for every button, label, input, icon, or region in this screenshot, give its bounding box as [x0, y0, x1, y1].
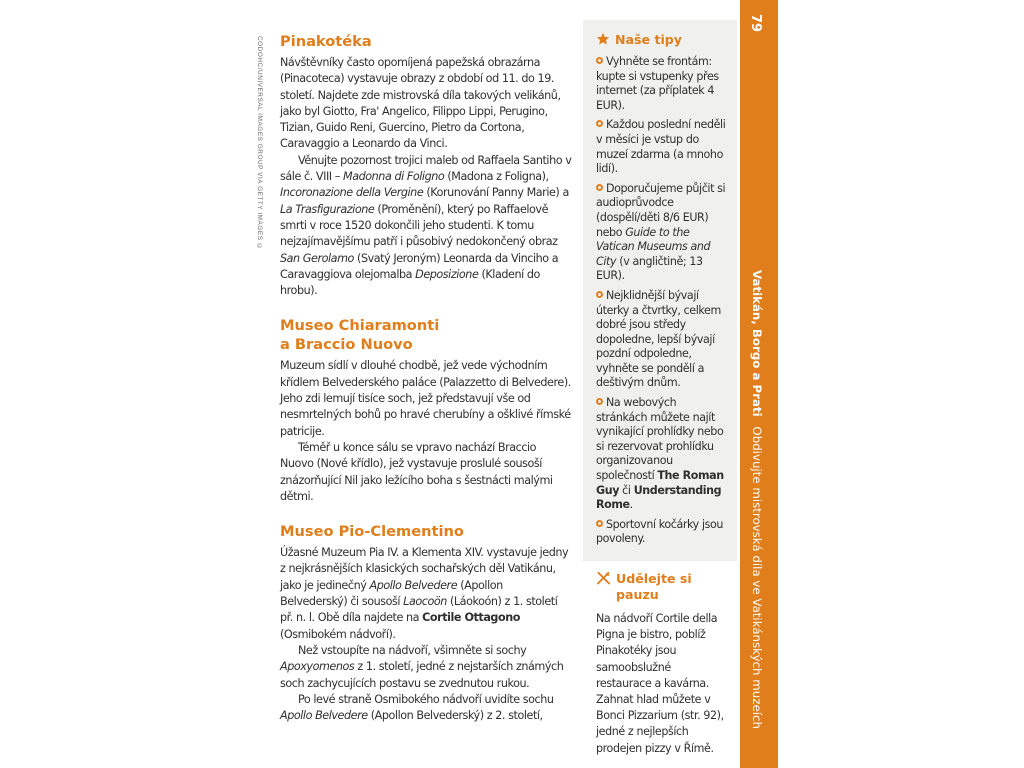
bullet-icon [596, 57, 603, 64]
break-box [583, 561, 737, 763]
section-chiaramonti [280, 316, 572, 505]
page-number: 79 [748, 14, 763, 33]
break-heading: Udělejte si pauzu [596, 571, 727, 603]
photo-credit: CODOHC/UNIVERSAL IMAGES GROUP VIA GETTY IMAGES © [256, 36, 263, 251]
chapter-title: Vatikán, Borgo a Prati Obdivujte mistrovská díla ve Vatikánských muzeích [750, 270, 764, 729]
paragraph: Po levé straně Osmibokého nádvoří uvidíte sochu Apollo Belvedere (Apollon Belvederský) z 2. století, [280, 692, 554, 723]
bullet-icon [596, 291, 603, 298]
main-column [280, 32, 572, 741]
bullet-icon [596, 120, 603, 127]
tip-item: Každou poslední neděli v měsíci je vstup do muzeí zdarma (a mnoho lidí). [596, 118, 726, 176]
paragraph: Než vstoupíte na nádvoří, všimněte si sochy Apoxyomenos z 1. století, jedné z nejstarších známých soch zachycujících postavu se zvednutou rukou. [280, 643, 564, 690]
tips-sidebar [583, 20, 737, 755]
bullet-icon [596, 520, 603, 527]
tip-item: Na webových stránkách můžete najít vynikající prohlídky nebo si rezervovat prohlídku organizovanou společností The Roman Guy či Understanding Rome. [596, 396, 724, 512]
star-icon [596, 32, 610, 50]
tip-item: Sportovní kočárky jsou povoleny. [596, 517, 724, 546]
paragraph: Téměř u konce sálu se vpravo nachází Braccio Nuovo (Nové křídlo), jež vystavuje proslulé sousoší znázorňující Nil jako ležícího boha s šestnácti malými dětmi. [280, 440, 553, 503]
section-title: Museo Pio-Clementino [280, 523, 464, 541]
paragraph: Úžasné Muzeum Pia IV. a Klementa XIV. vystavuje jedny z nejkrásnějších klasických sochařských děl Vatikánu, jako je jedinečný Apollo Belvedere (Apollon Belvederský) či sousoší Laocoön (Láokoón) z 1. století př. n. l. Obě díla najdete na Cortile Ottagono (Osmibokém nádvoří). [280, 546, 569, 641]
tip-item: Nejklidnější bývají úterky a čtvrtky, celkem dobré jsou středy dopoledne, lepší bývají pozdní odpoledne, vyhněte se pondělí a deštivým dnům. [596, 288, 721, 390]
chapter-tab [740, 0, 778, 768]
section-pinakoteka [280, 32, 572, 299]
section-pio-clementino [280, 522, 572, 724]
section-title: Museo Chiaramonti a Braccio Nuovo [280, 317, 440, 354]
break-text: Na nádvoří Cortile della Pigna je bistro, poblíž Pinakotéky jsou samoobslužné restaurace a kavárna. Zahnat hlad můžete v Bonci Pizzarium (str. 92), jedné z nejlepších prodejen pizzy v Římě. [596, 612, 724, 755]
bullet-icon [596, 184, 603, 191]
section-title: Pinakotéka [280, 33, 372, 50]
bullet-icon [596, 398, 603, 405]
paragraph: Muzeum sídlí v dlouhé chodbě, jež vede východním křídlem Belvederského paláce (Palazzetto di Belvedere). Jeho zdi lemují tisíce soch, jež představují vše od nesmrtelných bohů po hravé cherubíny a ošklivé římské patricije. [280, 359, 571, 438]
tip-item: Vyhněte se frontám: kupte si vstupenky přes internet (za příplatek 4 EUR). [596, 55, 719, 112]
tips-heading: Naše tipy [596, 32, 727, 50]
paragraph: Věnujte pozornost trojici maleb od Raffaela Santiho v sále č. VIII – Madonna di Foligno (Madona z Folignа), Incoronazione della Vergine (Korunování Panny Marie) a La Trasfigurazione (Proměnění), který po Raffaelově smrti v roce 1520 dokončili jeho studenti. K tomu nejzajímavějšímu patří i působivý nedokončený obraz San Gerolamo (Svatý Jeroným) Leonarda da Vinciho a Caravaggiova olejomalba Deposizione (Kladení do hrobu). [280, 153, 572, 298]
paragraph: Návštěvníky často opomíjená papežská obrazárna (Pinacoteca) vystavuje obrazy z období od 11. do 19. století. Najdete zde mistrovská díla takových velikánů, jako byl Giotto, Fra' Angelico, Filippo Lippi, Perugino, Tizian, Guido Reni, Guercino, Pietro da Cortona, Caravaggio a Leonardo da Vinci. [280, 56, 561, 151]
tip-item: Doporučujeme půjčit si audioprůvodce (dospělí/děti 8/6 EUR) nebo Guide to the Vatican Museums and City (v angličtině; 13 EUR). [596, 181, 726, 283]
fork-knife-icon [596, 571, 611, 590]
